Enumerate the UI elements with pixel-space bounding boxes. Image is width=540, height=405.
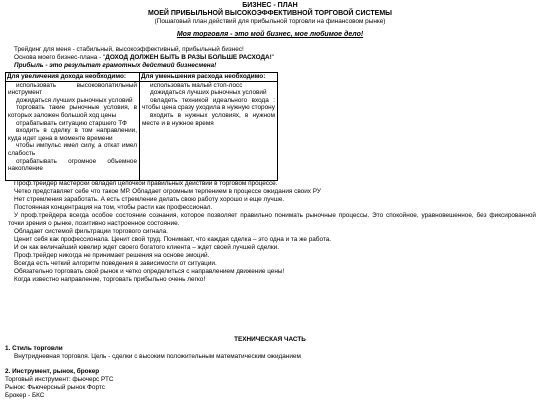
body-line: Нет стремления заработать. А есть стремление делать свою работу хорошо и еще лучше.: [14, 196, 285, 203]
section-2-heading: 2. Инструмент, рынок, брокер: [5, 368, 100, 375]
income-column-header: Для увеличения дохода необходимо:: [6, 73, 139, 82]
list-item: использовать малый стоп-лосс: [150, 81, 243, 89]
section-1-heading: 1. Стиль торговли: [5, 345, 63, 352]
section-1-text: Внутридневная торговля. Цель - сделки с высоким положительным математическим ожиданием: [14, 353, 301, 360]
intro-line-3: Прибыль - это результат грамотных действий бизнесмена!: [14, 62, 217, 69]
list-item: использовать высоковолатильный инструмент: [8, 81, 137, 97]
document-subtitle-main: МОЕЙ ПРИБЫЛЬНОЙ ВЫСОКОЭФФЕКТИВНОЙ ТОРГОВОЙ СИСТЕМЫ: [147, 10, 393, 17]
list-item: отрабатывать огромное объемное накопление: [8, 157, 137, 173]
section-2-line: Рынок: Фьючерсный рынок Фортс: [5, 384, 105, 391]
list-item: отрабатывать ситуацию старшего ТФ: [16, 119, 127, 127]
slogan: Моя торговля - это мой бизнес, мое любимое дело!: [176, 31, 364, 38]
body-line: Обладает системой фильтрации торгового сигнала.: [14, 228, 168, 235]
section-2-line: Брокер - БКС: [5, 392, 45, 399]
document-title: БИЗНЕС - ПЛАН: [242, 2, 298, 9]
list-item: чтобы импульс имел силу, а откат имел слабость: [8, 142, 137, 157]
intro-line-2: Основа моего бизнес-плана - "ДОХОД ДОЛЖЕН БЫТЬ В РАЗЫ БОЛЬШЕ РАСХОДА!": [14, 54, 275, 61]
list-item: торговать такие рыночные условия, в которых заложен большой ход цены: [8, 104, 137, 119]
income-expense-table: [5, 72, 278, 181]
section-2-line: Торговый инструмент: фьючерс РТС: [5, 376, 114, 383]
intro-key-phrase: ДОХОД ДОЛЖЕН БЫТЬ В РАЗЫ БОЛЬШЕ РАСХОДА!: [105, 54, 272, 61]
income-column-items: [6, 82, 139, 173]
income-column: [6, 73, 140, 180]
expense-column-items: [140, 82, 277, 128]
body-line: Постоянная концентрация на том, чтобы расти как профессионал.: [14, 204, 213, 211]
intro-line-1: Трейдинг для меня - стабильный, высокоэффективный, прибыльный бизнес!: [14, 46, 244, 53]
body-line: Обязательно торговать свой рынок и четко определиться с направлением движение цены!: [14, 268, 285, 275]
list-item: входить в сделку в том направлении, куда идет цена в моменте времени: [8, 127, 137, 142]
body-paragraph: У проф.трейдера всегда особое состояние сознания, которое позволяет правильно понимать рыночные процессы. Это спокойное, уравновешенное, без фиксированной точки зрения о рынке, позитивно настроенное состояние.: [8, 212, 536, 227]
list-item: входить в нужных условиях, в нужном месте и в нужное время: [142, 111, 275, 127]
body-line: Четко представляет себе что такое МР. Обладает огромным терпением в процессе ожидания своих РУ: [14, 188, 321, 195]
body-line: Всегда есть четкий алгоритм поведения в зависимости от ситуации.: [14, 260, 217, 267]
technical-heading: ТЕХНИЧЕСКАЯ ЧАСТЬ: [234, 336, 306, 343]
list-item: дожидаться лучших рыночных условий: [16, 96, 133, 104]
body-line: Проф.трейдер никогда не принимает решения на основе эмоций.: [14, 252, 210, 259]
expense-column: [140, 73, 277, 180]
expense-column-header: Для уменьшения расхода необходимо:: [140, 73, 277, 82]
document-subtitle: (Пошаговый план действий для прибыльной торговли на финансовом рынке): [154, 18, 386, 25]
list-item: дожидаться лучших рыночных условий: [150, 89, 267, 97]
body-line: Ценит себя как профессионала. Ценит свой труд. Понимает, что каждая сделка – это одна и та же работа.: [14, 236, 332, 243]
body-line: Проф.трейдер мастерски овладел цепочкой правильных действий в торговом процессе.: [14, 180, 278, 187]
list-item: овладеть техникой идеального входа : чтобы цена сразу уходила в нужную сторону: [142, 96, 275, 112]
body-line: Когда известно направление, торговать прибыльно очень легко!: [14, 276, 206, 283]
body-line: И он как величайший ювелир ждет своего богатого клиента – ждет своей лучшей сделки.: [14, 244, 279, 251]
